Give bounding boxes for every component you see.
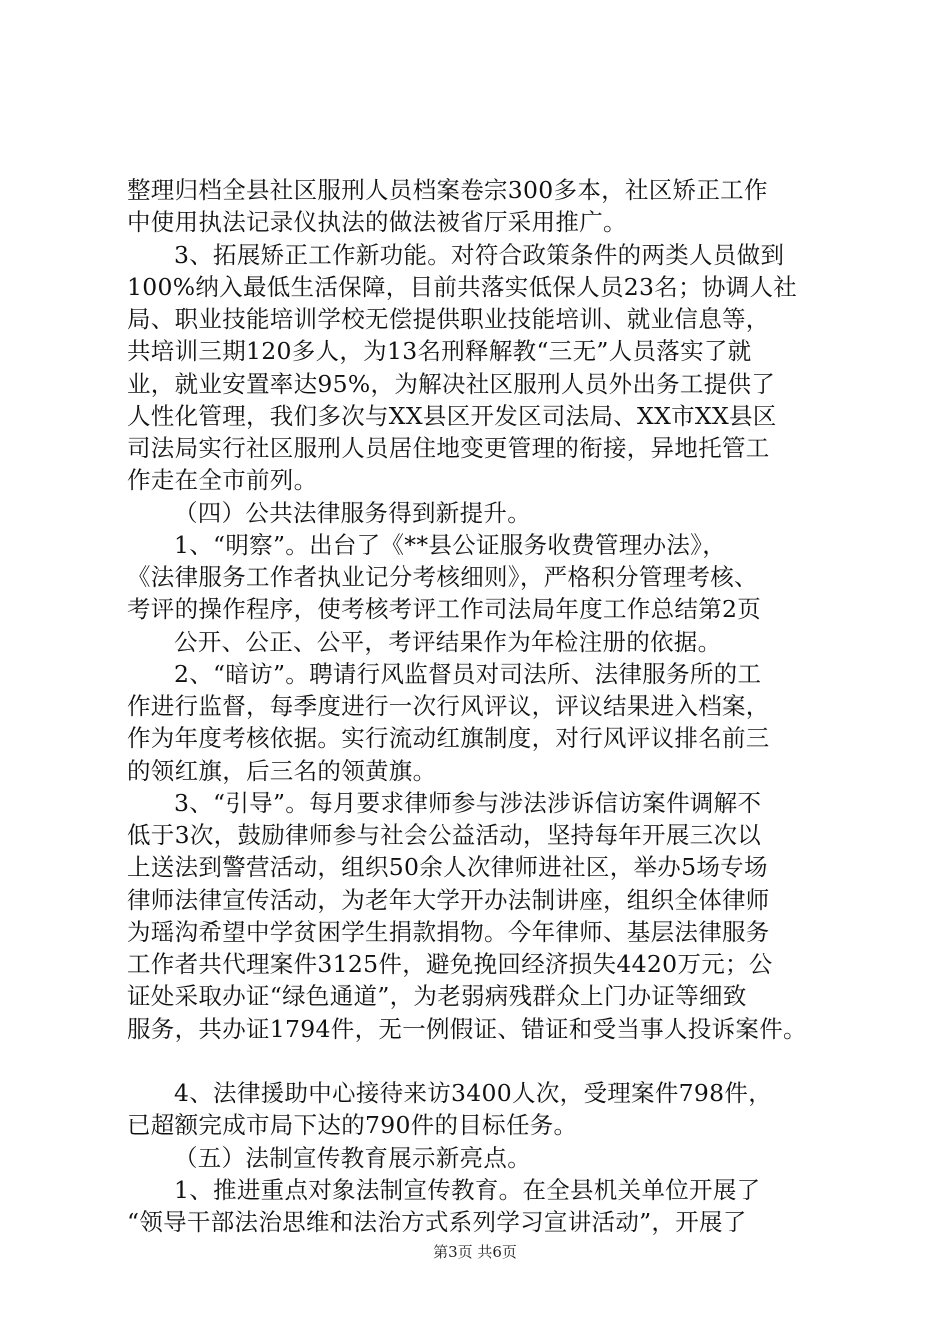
text-line: 1、“明察”。出台了《**县公证服务收费管理办法》，	[174, 531, 727, 559]
text-line: 4、法律援助中心接待来访3400人次，受理案件798件，	[174, 1079, 773, 1107]
section-heading: （五）法制宣传教育展示新亮点。	[174, 1144, 531, 1172]
text-line: “领导干部法治思维和法治方式系列学习宣讲活动”，开展了	[127, 1208, 747, 1236]
text-line: 公开、公正、公平，考评结果作为年检注册的依据。	[174, 628, 722, 656]
text-line: 作为年度考核依据。实行流动红旗制度，对行风评议排名前三	[127, 724, 770, 752]
text-line: 人性化管理，我们多次与XX县区开发区司法局、XX市XX县区	[127, 402, 777, 430]
text-line: 作走在全市前列。	[127, 466, 318, 494]
text-line: 中使用执法记录仪执法的做法被省厅采用推广。	[127, 208, 627, 236]
text-line: 为瑶沟希望中学贫困学生捐款捐物。今年律师、基层法律服务	[127, 918, 770, 946]
text-line: 3、“引导”。每月要求律师参与涉法涉诉信访案件调解不	[174, 789, 762, 817]
text-line: 作进行监督，每季度进行一次行风评议，评议结果进入档案，	[127, 692, 770, 720]
text-line: 工作者共代理案件3125件，避免挽回经济损失4420万元；公	[127, 950, 773, 978]
text-line: 证处采取办证“绿色通道”，为老弱病残群众上门办证等细致	[127, 982, 747, 1010]
text-line: 3、拓展矫正工作新功能。对符合政策条件的两类人员做到	[174, 241, 785, 269]
text-line: 2、“暗访”。聘请行风监督员对司法所、法律服务所的工	[174, 660, 762, 688]
text-line: 律师法律宣传活动，为老年大学开办法制讲座，组织全体律师	[127, 886, 770, 914]
text-line: 低于3次，鼓励律师参与社会公益活动，坚持每年开展三次以	[127, 821, 762, 849]
text-line: 考评的操作程序，使考核考评工作司法局年度工作总结第2页	[127, 595, 762, 623]
text-line: 上送法到警营活动，组织50余人次律师进社区，举办5场专场	[127, 853, 768, 881]
text-line: 《法律服务工作者执业记分考核细则》，严格积分管理考核、	[127, 563, 758, 591]
text-line: 业，就业安置率达95%，为解决社区服刑人员外出务工提供了	[127, 370, 776, 398]
text-line: 服务，共办证1794件，无一例假证、错证和受当事人投诉案件。	[127, 1015, 807, 1043]
text-line: 100%纳入最低生活保障，目前共落实低保人员23名；协调人社	[127, 273, 798, 301]
text-line: 局、职业技能培训学校无偿提供职业技能培训、就业信息等，	[127, 305, 770, 333]
text-line: 共培训三期120多人，为13名刑释解教“三无”人员落实了就	[127, 337, 752, 365]
text-line: 的领红旗，后三名的领黄旗。	[127, 757, 437, 785]
page-footer: 第3页 共6页	[433, 1243, 517, 1261]
section-heading: （四）公共法律服务得到新提升。	[174, 499, 531, 527]
text-line: 1、推进重点对象法制宣传教育。在全县机关单位开展了	[174, 1176, 761, 1204]
text-line: 已超额完成市局下达的790件的目标任务。	[127, 1111, 578, 1139]
text-line: 整理归档全县社区服刑人员档案卷宗300多本，社区矫正工作	[127, 176, 768, 204]
text-line: 司法局实行社区服刑人员居住地变更管理的衔接，异地托管工	[127, 434, 770, 462]
